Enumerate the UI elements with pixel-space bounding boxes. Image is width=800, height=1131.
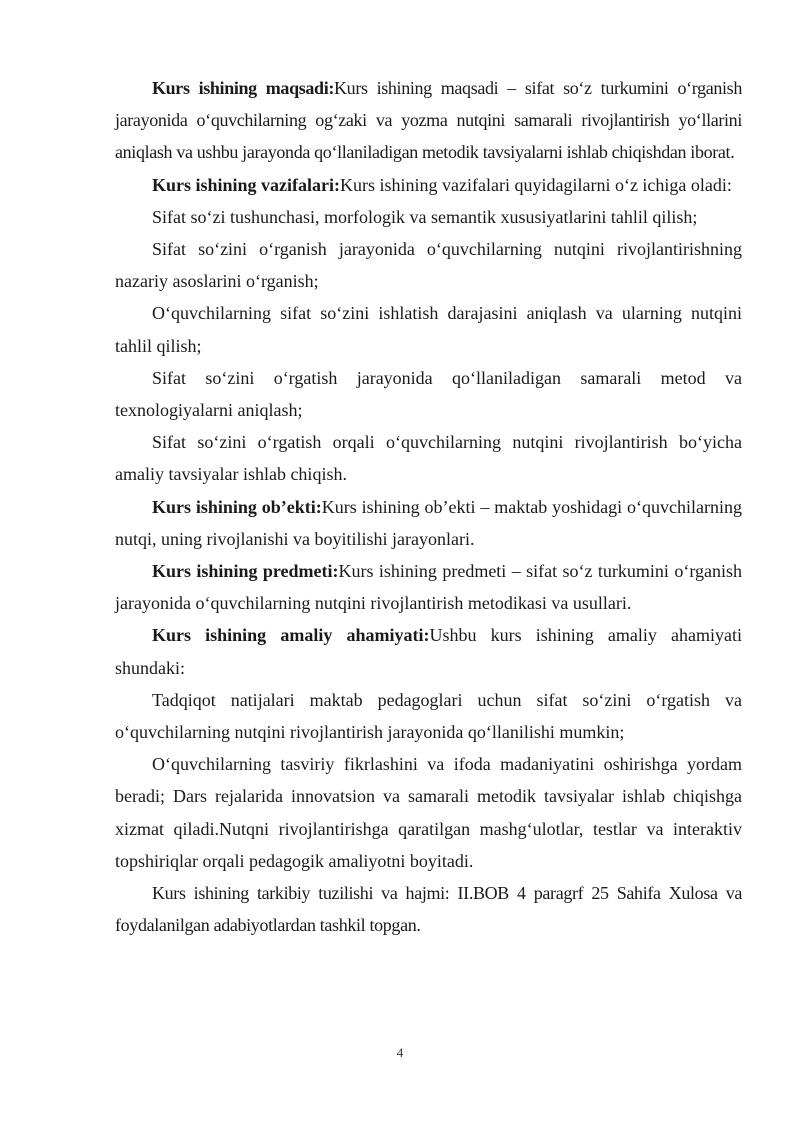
paragraph-task-2 [115,233,742,297]
text-tasks: Kurs ishining vazifalari quyidagilarni o‘z ichiga oladi: [340,174,732,195]
paragraph-structure [115,877,742,941]
text-subject: Kurs ishining predmeti – sifat so‘z turkumini o‘rganish jarayonida o‘quvchilarning nutqini rivojlantirish metodikasi va usullari. [115,561,742,614]
paragraph-significance-2 [115,748,742,877]
text-goal: Kurs ishining maqsadi – sifat so‘z turkumini o‘rganish jarayonida o‘quvchilarning og‘zaki va yozma nutqini samarali rivojlantirish yo‘llarini aniqlash va ushbu jarayonda qo‘llaniladigan metodik tavsiyalarni ishlab chiqishdan iborat. [115,78,742,163]
label-object: Kurs ishining ob’ekti: [152,496,322,517]
paragraph-task-1 [115,201,742,233]
text-significance-1: Tadqiqot natijalari maktab pedagoglari uchun sifat so‘zini o‘rgatish va o‘quvchilarning nutqini rivojlantirish jarayonida qo‘llanilishi mumkin; [115,689,742,743]
text-task-1: Sifat so‘zi tushunchasi, morfologik va semantik xususiyatlarini tahlil qilish; [152,206,698,227]
text-object: Kurs ishining ob’ekti – maktab yoshidagi o‘quvchilarning nutqi, uning rivojlanishi va boyitilishi jarayonlari. [115,496,742,549]
text-task-4: Sifat so‘zini o‘rgatish jarayonida qo‘llaniladigan samarali metod va texnologiyalarni aniqlash; [115,367,742,421]
label-significance: Kurs ishining amaliy ahamiyati: [152,625,430,646]
paragraph-subject [115,555,742,619]
text-task-3: O‘quvchilarning sifat so‘zini ishlatish darajasini aniqlash va ularning nutqini tahlil qilish; [115,303,742,356]
text-significance-2: O‘quvchilarning tasviriy fikrlashini va ifoda madaniyatini oshirishga yordam beradi; Dars rejalarida innovatsion va samarali metodik tavsiyalar ishlab chiqishga xizmat qiladi.Nutqni rivojlantirishga qaratilgan mashg‘ulotlar, testlar va interaktiv topshiriqlar orqali pedagogik amaliyotni boyitadi. [115,754,742,871]
paragraph-task-5 [115,426,742,490]
text-structure: Kurs ishining tarkibiy tuzilishi va hajmi: II.BOB 4 paragrf 25 Sahifa Xulosa va foydalanilgan adabiyotlardan tashkil topgan. [115,883,742,936]
label-goal: Kurs ishining maqsadi: [152,78,335,98]
paragraph-task-4 [115,362,742,426]
text-significance: Ushbu kurs ishining amaliy ahamiyati shundaki: [115,625,742,678]
paragraph-object [115,491,742,555]
paragraph-tasks [115,169,742,201]
paragraph-significance-1 [115,684,742,748]
document-page [115,72,742,941]
label-subject: Kurs ishining predmeti: [152,561,339,582]
paragraph-goal [115,72,742,169]
paragraph-significance [115,619,742,683]
text-task-5: Sifat so‘zini o‘rgatish orqali o‘quvchilarning nutqini rivojlantirish bo‘yicha amaliy tavsiyalar ishlab chiqish. [115,432,742,485]
text-task-2: Sifat so‘zini o‘rganish jarayonida o‘quvchilarning nutqini rivojlantirishning nazariy asoslarini o‘rganish; [115,239,742,292]
label-tasks: Kurs ishining vazifalari: [152,174,341,195]
page-number: 4 [396,1045,404,1060]
paragraph-task-3 [115,297,742,361]
